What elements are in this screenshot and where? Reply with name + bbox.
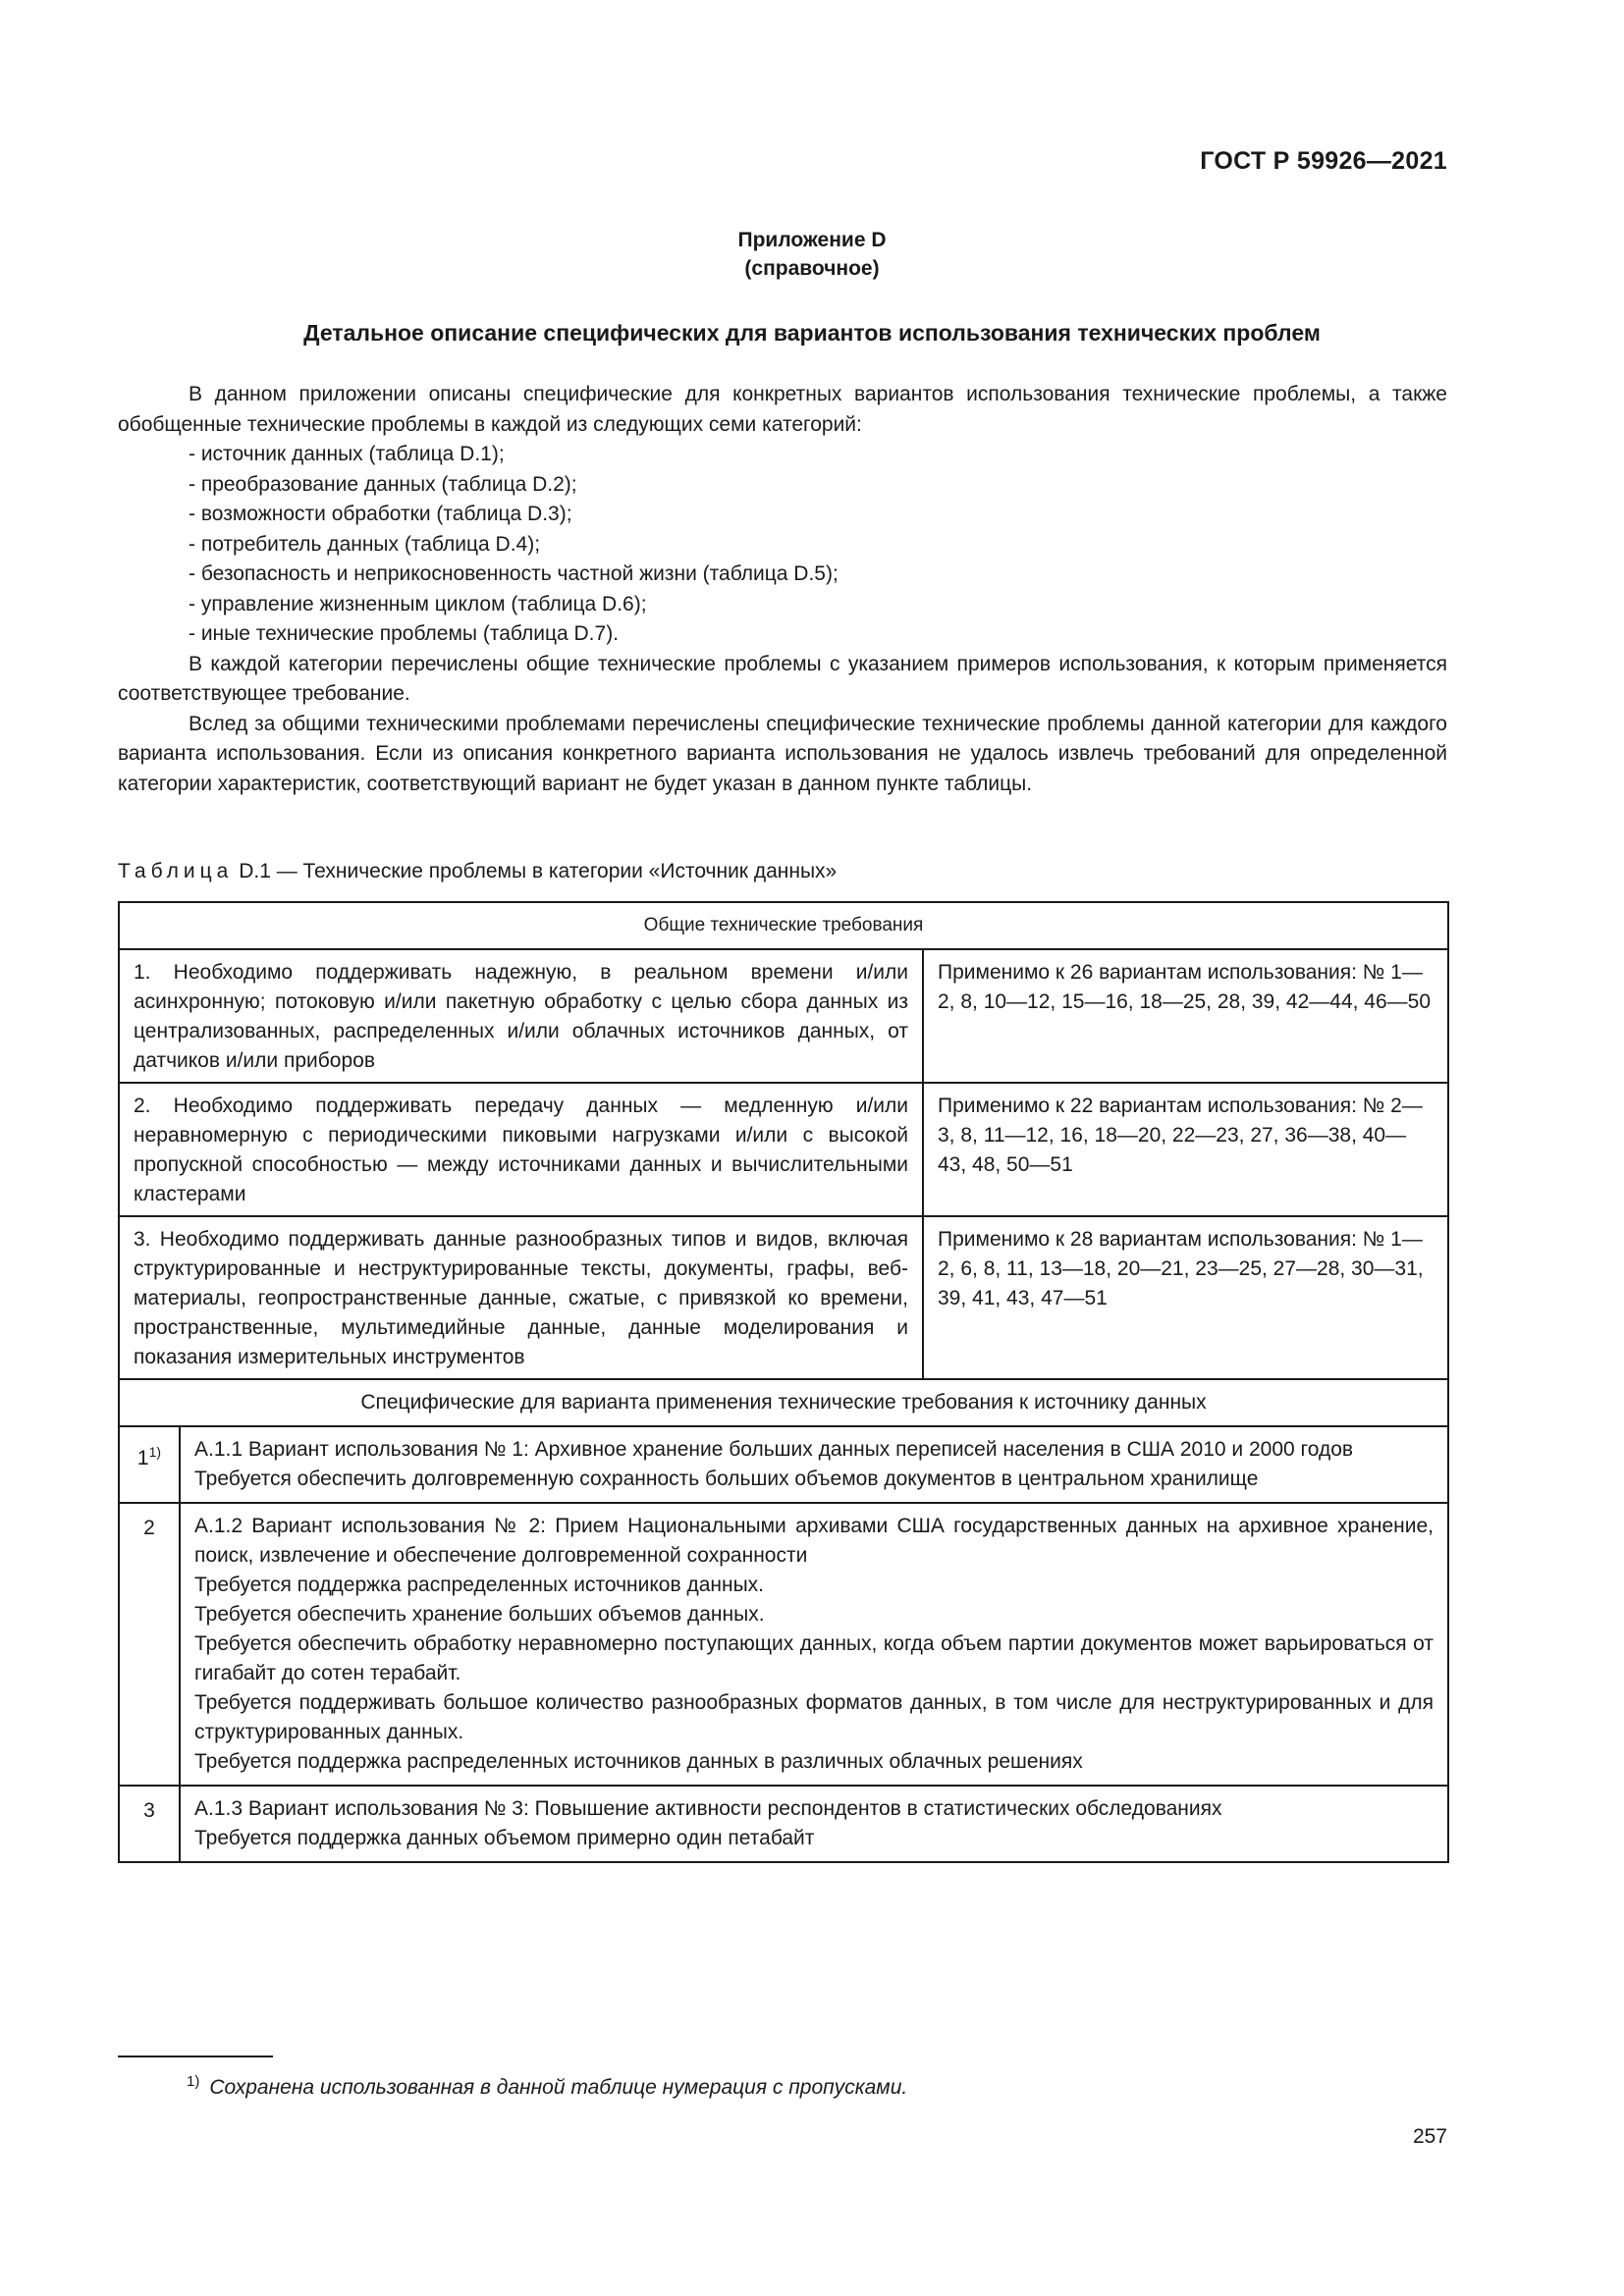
table-caption-text: D.1 — Технические проблемы в категории «Источник данных» xyxy=(239,860,838,882)
table-row xyxy=(119,1786,1448,1862)
footnote-text: Сохранена использованная в данной таблице нумерация с пропусками. xyxy=(209,2076,908,2099)
requirements-table xyxy=(118,901,1449,1863)
table-row xyxy=(119,902,1448,949)
use-case-line: A.1.2 Вариант использования № 2: Прием Национальными архивами США государственных данных на архивное хранение, поиск, извлечение и обеспечение долговременной сохранности xyxy=(194,1515,1435,1567)
use-case-line: Требуется поддержка распределенных источников данных в различных облачных решениях xyxy=(194,1750,1083,1773)
table-row xyxy=(119,1216,1448,1379)
general-requirement-cell: 2. Необходимо поддерживать передачу данных — медленную и/или неравномерную с периодическими пиковыми нагрузками и/или с высокой пропускной способностью — между источниками данных и вычислительными кластерами xyxy=(119,1083,923,1216)
use-case-line: Требуется поддерживать большое количество разнообразных форматов данных, в том числе для неструктурированных и для структурированных данных. xyxy=(194,1691,1435,1743)
specific-requirements-header: Специфические для варианта применения технические требования к источнику данных xyxy=(119,1379,1448,1426)
table-row xyxy=(119,1426,1448,1503)
section-title: Детальное описание специфических для вариантов использования технических проблем xyxy=(303,320,1321,346)
annex-heading xyxy=(0,226,1624,283)
document-id: ГОСТ Р 59926—2021 xyxy=(1200,147,1447,175)
table-caption-prefix: Таблица xyxy=(118,860,234,882)
applicability-cell: Применимо к 22 вариантам использования: № 2—3, 8, 11—12, 16, 18—20, 22—23, 27, 36—38, 40—43, 48, 50—51 xyxy=(923,1083,1448,1216)
use-case-number xyxy=(119,1426,180,1503)
use-case-number-value: 1 xyxy=(136,1447,149,1469)
use-case-description xyxy=(180,1503,1448,1786)
general-requirement-cell: 3. Необходимо поддерживать данные разнообразных типов и видов, включая структурированные и неструктурированные тексты, документы, графы, веб-материалы, геопространственные данные, сжатые, с привязкой ко времени, пространственные, мультимедийные данные, данные моделирования и показания измерительных инструментов xyxy=(119,1216,923,1379)
annex-title: Приложение D xyxy=(737,229,887,251)
page-number: 257 xyxy=(1412,2125,1447,2148)
table-row xyxy=(119,1379,1448,1426)
table-row xyxy=(119,949,1448,1083)
table-caption xyxy=(118,860,837,883)
intro-text xyxy=(118,380,1447,799)
applicability-cell: Применимо к 26 вариантам использования: № 1—2, 8, 10—12, 15—16, 18—25, 28, 39, 42—44, 46—50 xyxy=(923,949,1448,1083)
use-case-line: A.1.1 Вариант использования № 1: Архивное хранение больших данных переписей населения в США 2010 и 2000 годов xyxy=(194,1438,1354,1461)
footnote-reference: 1) xyxy=(148,1444,162,1460)
list-item: - возможности обработки (таблица D.3); xyxy=(189,503,572,525)
use-case-description xyxy=(180,1426,1448,1503)
list-item: - иные технические проблемы (таблица D.7). xyxy=(189,622,620,645)
footnote-mark: 1) xyxy=(187,2073,200,2090)
use-case-number xyxy=(119,1786,180,1862)
use-case-line: Требуется поддержка данных объемом примерно один петабайт xyxy=(194,1827,815,1849)
use-case-line: A.1.3 Вариант использования № 3: Повышение активности респондентов в статистических обследованиях xyxy=(194,1797,1222,1820)
list-item: - преобразование данных (таблица D.2); xyxy=(189,472,577,496)
footnote-divider xyxy=(118,2056,273,2057)
annex-subtitle: (справочное) xyxy=(744,257,880,280)
general-requirements-header: Общие технические требования xyxy=(119,902,1448,949)
table-row xyxy=(119,1503,1448,1786)
list-item: - управление жизненным циклом (таблица D.6); xyxy=(189,592,647,615)
table-row xyxy=(119,1083,1448,1216)
intro-paragraph-1: В данном приложении описаны специфические для конкретных вариантов использования технические проблемы, а также обобщенные технические проблемы в каждой из следующих семи категорий: xyxy=(118,383,1447,436)
use-case-line: Требуется обеспечить обработку неравномерно поступающих данных, когда объем партии документов может варьироваться от гигабайт до сотен терабайт. xyxy=(194,1632,1435,1684)
intro-paragraph-3: Вслед за общими техническими проблемами перечислены специфические технические проблемы данной категории для каждого варианта использования. Если из описания конкретного варианта использования не удалось извлечь требований для определенной категории характеристик, соответствующий вариант не будет указан в данном пункте таблицы. xyxy=(118,712,1447,795)
use-case-line: Требуется обеспечить хранение больших объемов данных. xyxy=(194,1603,765,1626)
general-requirement-cell: 1. Необходимо поддерживать надежную, в реальном времени и/или асинхронную; потоковую и/или пакетную обработку с целью сбора данных из централизованных, распределенных и/или облачных источников данных, от датчиков и/или приборов xyxy=(119,949,923,1083)
use-case-number-value: 2 xyxy=(143,1517,155,1539)
list-item: - источник данных (таблица D.1); xyxy=(189,443,505,465)
intro-paragraph-2: В каждой категории перечислены общие технические проблемы с указанием примеров использования, к которым применяется соответствующее требование. xyxy=(118,652,1447,705)
list-item: - безопасность и неприкосновенность частной жизни (таблица D.5); xyxy=(189,562,839,585)
use-case-number xyxy=(119,1503,180,1786)
use-case-description xyxy=(180,1786,1448,1862)
footnote xyxy=(187,2073,907,2100)
list-item: - потребитель данных (таблица D.4); xyxy=(189,532,541,556)
applicability-cell: Применимо к 28 вариантам использования: № 1—2, 6, 8, 11, 13—18, 20—21, 23—25, 27—28, 30—31, 39, 41, 43, 47—51 xyxy=(923,1216,1448,1379)
use-case-line: Требуется обеспечить долговременную сохранность больших объемов документов в центральном хранилище xyxy=(194,1468,1259,1490)
use-case-line: Требуется поддержка распределенных источников данных. xyxy=(194,1574,765,1596)
use-case-number-value: 3 xyxy=(143,1799,155,1822)
